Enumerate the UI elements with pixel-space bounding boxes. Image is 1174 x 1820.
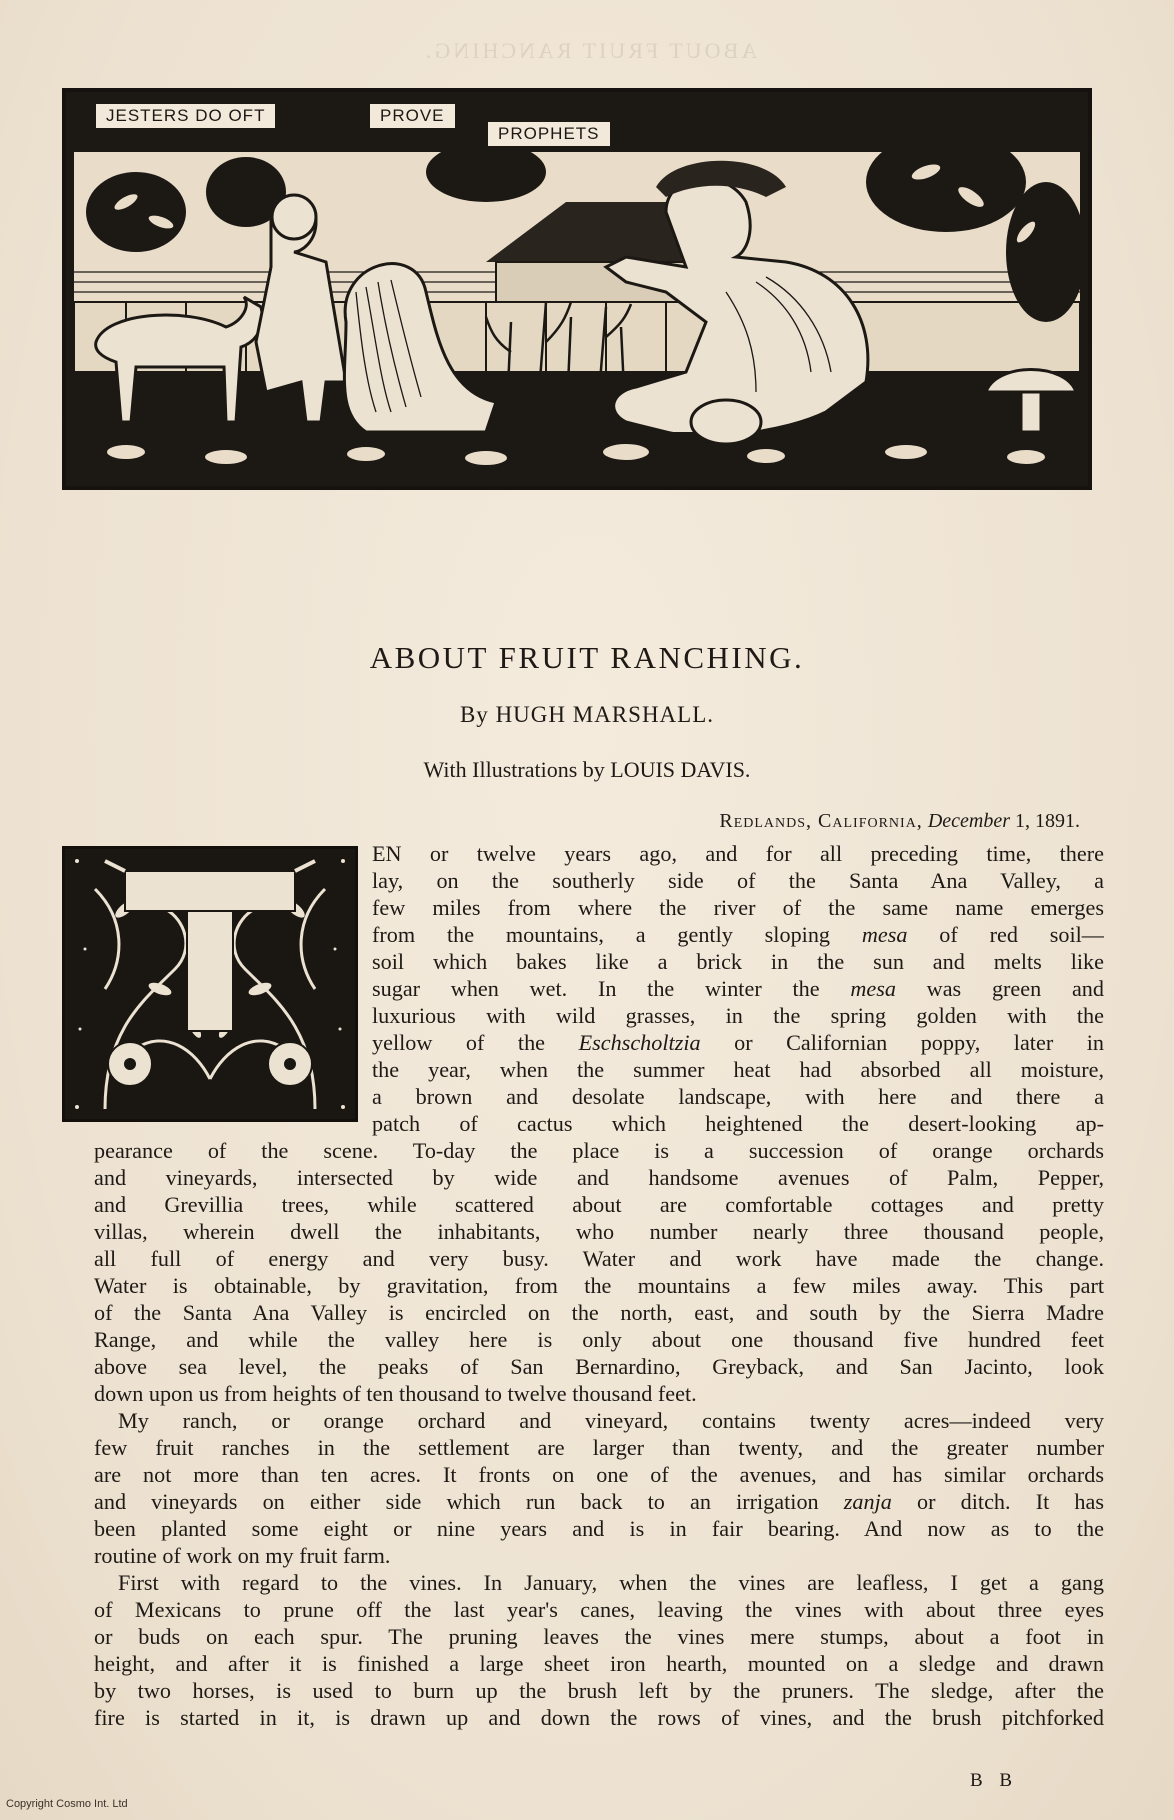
show-through-header: ABOUT FRUIT RANCHING. bbox=[422, 38, 758, 63]
body-line: My ranch, or orange orchard and vineyard, contains twenty acres—indeed very bbox=[118, 1408, 1104, 1433]
illustrator-name: LOUIS DAVIS. bbox=[610, 757, 751, 782]
body-line: Water is obtainable, by gravitation, from the mountains a few miles away. This part bbox=[94, 1273, 1104, 1298]
body-line: of the Santa Ana Valley is encircled on the north, east, and south by the Sierra Madre bbox=[94, 1300, 1104, 1325]
body-line: or buds on each spur. The pruning leaves the vines mere stumps, about a foot in bbox=[94, 1624, 1104, 1649]
body-line: height, and after it is finished a large sheet iron hearth, mounted on a sledge and drawn bbox=[94, 1651, 1104, 1676]
body-line: a brown and desolate landscape, with here and there a bbox=[372, 1084, 1104, 1109]
author-name: HUGH MARSHALL. bbox=[495, 702, 715, 727]
illustrator-prefix: With Illustrations by bbox=[423, 757, 605, 782]
banner-drawing bbox=[66, 92, 1088, 486]
body-line: and vineyards, intersected by wide and handsome avenues of Palm, Pepper, bbox=[94, 1165, 1104, 1190]
body-line: above sea level, the peaks of San Bernardino, Greyback, and San Jacinto, look bbox=[94, 1354, 1104, 1379]
body-line: from the mountains, a gently sloping mesa of red soil— bbox=[372, 922, 1104, 947]
drop-cap-ornament bbox=[62, 846, 358, 1122]
body-line: pearance of the scene. To-day the place is a succession of orange orchards bbox=[94, 1138, 1104, 1163]
body-line: been planted some eight or nine years and is in fair bearing. And now as to the bbox=[94, 1516, 1104, 1541]
body-line: villas, wherein dwell the inhabitants, who number nearly three thousand people, bbox=[94, 1219, 1104, 1244]
drop-cap-drawing bbox=[65, 849, 355, 1119]
body-line: routine of work on my fruit farm. bbox=[94, 1543, 391, 1568]
body-line: down upon us from heights of ten thousand to twelve thousand feet. bbox=[94, 1381, 697, 1406]
byline bbox=[0, 702, 1174, 728]
body-line: EN or twelve years ago, and for all preceding time, there bbox=[372, 841, 1104, 866]
body-line: few fruit ranches in the settlement are larger than twenty, and the greater number bbox=[94, 1435, 1104, 1460]
body-line: and vineyards on either side which run back to an irrigation zanja or ditch. It has bbox=[94, 1489, 1104, 1514]
body-line: are not more than ten acres. It fronts on one of the avenues, and has similar orchards bbox=[94, 1462, 1104, 1487]
body-line: the year, when the summer heat had absorbed all moisture, bbox=[372, 1057, 1104, 1082]
body-line: by two horses, is used to burn up the brush left by the pruners. The sledge, after the bbox=[94, 1678, 1104, 1703]
dateline-month: December bbox=[927, 810, 1010, 832]
dateline-year: 1, 1891. bbox=[1015, 810, 1080, 832]
body-line: patch of cactus which heightened the desert-looking ap- bbox=[372, 1111, 1104, 1136]
illustrator-credit bbox=[0, 757, 1174, 783]
body-line: First with regard to the vines. In January, when the vines are leafless, I get a gang bbox=[118, 1570, 1104, 1595]
banner-scroll-left: JESTERS DO OFT bbox=[94, 102, 277, 130]
body-line: fire is started in it, is drawn up and down the rows of vines, and the brush pitchforked bbox=[94, 1705, 1104, 1730]
dateline bbox=[719, 810, 1080, 833]
body-line: sugar when wet. In the winter the mesa was green and bbox=[372, 976, 1104, 1001]
banner-illustration bbox=[62, 88, 1092, 490]
byline-prefix: By bbox=[459, 702, 489, 727]
body-line: and Grevillia trees, while scattered about are comfortable cottages and pretty bbox=[94, 1192, 1104, 1217]
body-line: soil which bakes like a brick in the sun and melts like bbox=[372, 949, 1104, 974]
body-line: all full of energy and very busy. Water and work have made the change. bbox=[94, 1246, 1104, 1271]
body-line: Range, and while the valley here is only about one thousand five hundred feet bbox=[94, 1327, 1104, 1352]
body-line: of Mexicans to prune off the last year's canes, leaving the vines with about three eyes bbox=[94, 1597, 1104, 1622]
dateline-place: Redlands, California, bbox=[719, 810, 923, 832]
body-line: luxurious with wild grasses, in the spring golden with the bbox=[372, 1003, 1104, 1028]
signature-mark: B B bbox=[970, 1770, 1019, 1791]
banner-scroll-right: PROPHETS bbox=[486, 120, 612, 148]
copyright-notice: Copyright Cosmo Int. Ltd bbox=[6, 1798, 128, 1810]
banner-scroll-middle: PROVE bbox=[368, 102, 457, 130]
article-title: ABOUT FRUIT RANCHING. bbox=[369, 640, 805, 675]
body-line: yellow of the Eschscholtzia or Californian poppy, later in bbox=[372, 1030, 1104, 1055]
body-line: few miles from where the river of the same name emerges bbox=[372, 895, 1104, 920]
body-line: lay, on the southerly side of the Santa Ana Valley, a bbox=[372, 868, 1104, 893]
